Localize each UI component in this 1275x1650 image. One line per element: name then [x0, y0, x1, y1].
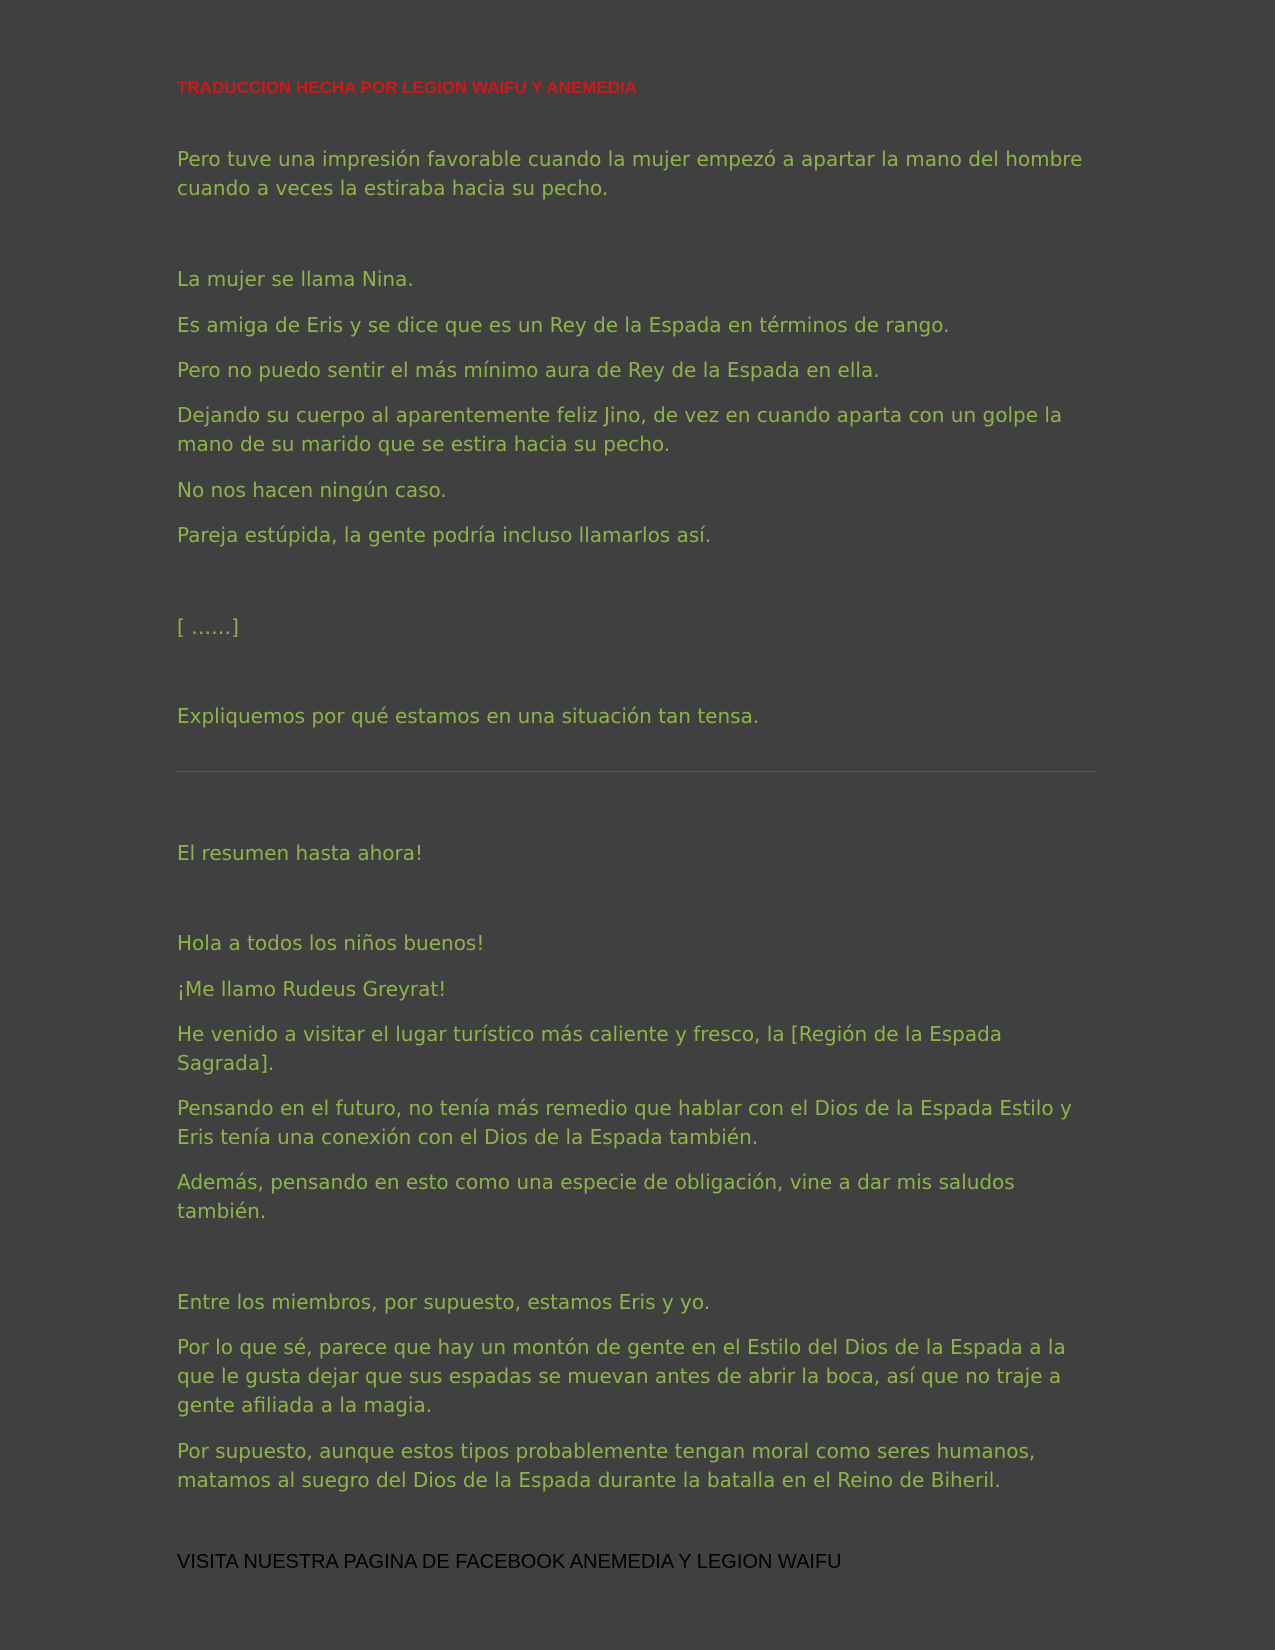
paragraph-12: He venido a visitar el lugar turístico más caliente y fresco, la [Región de la Espada Sagrada]. [177, 1022, 1003, 1075]
paragraph-5: Dejando su cuerpo al aparentemente feliz Jino, de vez en cuando aparta con un golpe la mano de su marido que se estira hacia su pecho. [177, 403, 1063, 456]
facebook-promo-footer: VISITA NUESTRA PAGINA DE FACEBOOK ANEMEDIA Y LEGION WAIFU [177, 1551, 842, 1573]
paragraph-13: Pensando en el futuro, no tenía más remedio que hablar con el Dios de la Espada Estilo y Eris tenía una conexión con el Dios de la Espada también. [177, 1096, 1072, 1149]
paragraph-10: Hola a todos los niños buenos! [177, 931, 485, 955]
paragraph-11: ¡Me llamo Rudeus Greyrat! [177, 977, 447, 1001]
paragraph-1: Pero tuve una impresión favorable cuando la mujer empezó a apartar la mano del hombre cuando a veces la estiraba hacia su pecho. [177, 147, 1083, 200]
paragraph-16: Por lo que sé, parece que hay un montón de gente en el Estilo del Dios de la Espada a la que le gusta dejar que sus espadas se muevan antes de abrir la boca, así que no traje a gente afiliada a la magia. [177, 1335, 1066, 1417]
paragraph-9: El resumen hasta ahora! [177, 841, 424, 865]
paragraph-8: Expliquemos por qué estamos en una situación tan tensa. [177, 704, 760, 728]
paragraph-14: Además, pensando en esto como una especie de obligación, vine a dar mis saludos también. [177, 1170, 1015, 1223]
paragraph-7: Pareja estúpida, la gente podría incluso llamarlos así. [177, 523, 712, 547]
paragraph-3: Es amiga de Eris y se dice que es un Rey de la Espada en términos de rango. [177, 313, 950, 337]
paragraph-6: No nos hacen ningún caso. [177, 478, 447, 502]
section-divider [177, 771, 1097, 772]
paragraph-4: Pero no puedo sentir el más mínimo aura de Rey de la Espada en ella. [177, 358, 880, 382]
paragraph-2: La mujer se llama Nina. [177, 267, 414, 291]
paragraph-17: Por supuesto, aunque estos tipos probablemente tengan moral como seres humanos, matamos al suegro del Dios de la Espada durante la batalla en el Reino de Biheril. [177, 1439, 1036, 1492]
paragraph-ellipsis: [ ……] [177, 615, 239, 639]
translation-credit: TRADUCCION HECHA POR LEGION WAIFU Y ANEMEDIA [177, 78, 637, 97]
document-page [177, 0, 1097, 1650]
paragraph-15: Entre los miembros, por supuesto, estamos Eris y yo. [177, 1290, 711, 1314]
